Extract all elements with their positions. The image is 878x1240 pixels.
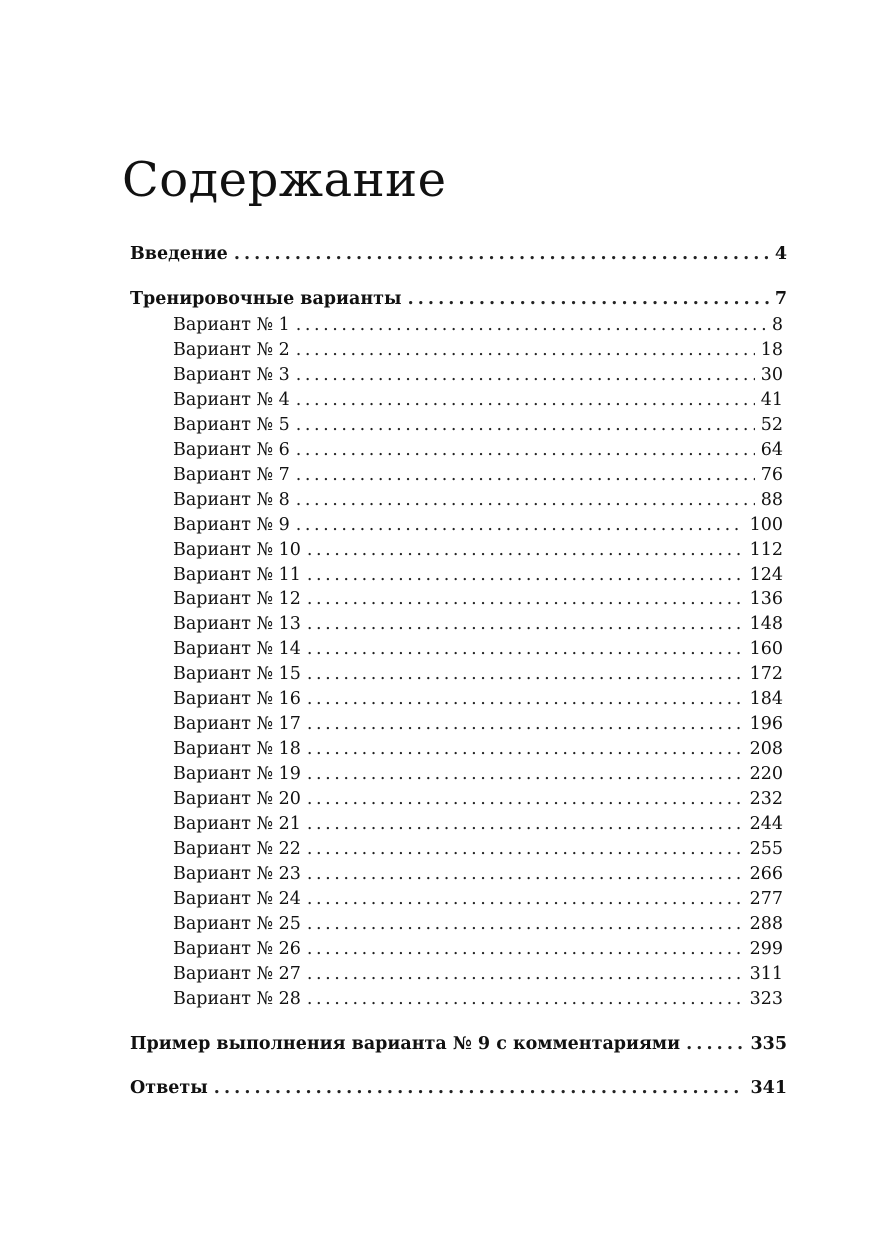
dot-leader (307, 789, 744, 809)
toc-entry-label: Вариант № 20 (173, 789, 301, 810)
toc-page-number: 266 (749, 863, 783, 884)
toc-entry-variant[interactable] (130, 565, 783, 585)
toc-page-number: 160 (749, 639, 783, 660)
toc-entry-label: Вариант № 5 (173, 414, 290, 435)
toc-page-number: 136 (749, 589, 783, 610)
toc-entry-answers[interactable] (130, 1078, 787, 1098)
toc-page-number: 18 (760, 339, 783, 360)
toc-page-number: 311 (749, 963, 783, 984)
toc-entry-label: Вариант № 3 (173, 364, 290, 385)
page-title: Содержание (122, 152, 447, 208)
toc-entry-label: Вариант № 12 (173, 589, 301, 610)
toc-entry-variant[interactable] (130, 465, 783, 485)
toc-page-number: 172 (749, 664, 783, 685)
dot-leader (686, 1034, 744, 1054)
dot-leader (307, 964, 744, 984)
toc-page-number: 232 (749, 789, 783, 810)
dot-leader (307, 764, 744, 784)
toc-entry-variant[interactable] (130, 689, 783, 709)
toc-page-number: 244 (749, 814, 783, 834)
toc-entry-variant[interactable] (130, 839, 783, 859)
dot-leader (307, 565, 744, 585)
toc-entry-variant[interactable] (130, 664, 783, 684)
dot-leader (307, 540, 744, 560)
toc-entry-label: Вариант № 25 (173, 913, 301, 934)
toc-entry-label: Вариант № 13 (173, 614, 301, 635)
toc-entry-variant[interactable] (130, 390, 783, 410)
dot-leader (307, 664, 744, 684)
toc-entry-variant[interactable] (130, 889, 783, 909)
toc-entry-intro[interactable] (130, 244, 787, 264)
toc-entry-label: Вариант № 27 (173, 963, 301, 984)
toc-entry-variant[interactable] (130, 714, 783, 734)
toc-entry-label: Вариант № 8 (173, 489, 290, 510)
toc-entry-variant[interactable] (130, 789, 783, 809)
toc-entry-variant[interactable] (130, 739, 783, 759)
toc-page-number: 76 (760, 464, 783, 485)
toc-page-number: 64 (760, 439, 783, 460)
toc-entry-label: Вариант № 15 (173, 664, 301, 685)
toc-page-number: 220 (749, 764, 783, 785)
toc-page-number: 323 (749, 988, 783, 1009)
toc-entry-variant[interactable] (130, 440, 783, 460)
dot-leader (296, 365, 755, 385)
toc-page-number: 335 (750, 1034, 787, 1054)
toc-entry-label: Вариант № 24 (173, 888, 301, 909)
toc-entry-variant[interactable] (130, 964, 783, 984)
dot-leader (307, 614, 744, 634)
toc-page-number: 41 (760, 389, 783, 410)
toc-entry-variant[interactable] (130, 639, 783, 659)
toc-page-number: 4 (774, 244, 787, 264)
toc-entry-label: Вариант № 17 (173, 714, 301, 735)
toc-page-number: 88 (760, 489, 783, 510)
toc-entry-variant[interactable] (130, 939, 783, 959)
toc-entry-variant[interactable] (130, 814, 783, 834)
toc-page-number: 277 (749, 888, 783, 909)
toc-entry-label: Вариант № 26 (173, 938, 301, 959)
toc-entry-label: Вариант № 10 (173, 539, 301, 560)
dot-leader (296, 315, 766, 335)
dot-leader (307, 839, 744, 859)
dot-leader (307, 589, 744, 609)
dot-leader (296, 415, 755, 435)
toc-page-number: 7 (774, 289, 787, 309)
toc-entry-label: Ответы (130, 1078, 208, 1098)
dot-leader (307, 639, 744, 659)
toc-page-number: 100 (749, 514, 783, 535)
toc-entry-variant[interactable] (130, 415, 783, 435)
dot-leader (296, 515, 744, 535)
toc-entry-variant[interactable] (130, 614, 783, 634)
dot-leader (234, 244, 769, 264)
toc-entry-label: Вариант № 28 (173, 988, 301, 1009)
toc-entry-variant[interactable] (130, 315, 783, 335)
toc-page-number: 341 (750, 1078, 787, 1098)
toc-entry-label: Вариант № 21 (173, 814, 301, 834)
toc-entry-label: Вариант № 11 (173, 564, 301, 585)
toc-entry-label: Тренировочные варианты (130, 289, 402, 309)
toc-entry-training[interactable] (130, 289, 787, 309)
dot-leader (307, 814, 744, 834)
toc-entry-label: Вариант № 23 (173, 863, 301, 884)
dot-leader (296, 440, 755, 460)
toc-entry-label: Введение (130, 244, 228, 264)
dot-leader (307, 939, 744, 959)
toc-entry-variant[interactable] (130, 914, 783, 934)
toc-entry-label: Вариант № 19 (173, 764, 301, 785)
toc-entry-variant[interactable] (130, 365, 783, 385)
toc-entry-variant[interactable] (130, 764, 783, 784)
toc-entry-label: Пример выполнения варианта № 9 с комментариями (130, 1034, 681, 1054)
dot-leader (307, 714, 744, 734)
toc-page-number: 124 (749, 564, 783, 585)
toc-entry-variant[interactable] (130, 864, 783, 884)
toc-entry-label: Вариант № 4 (173, 389, 290, 410)
toc-entry-label: Вариант № 22 (173, 838, 301, 859)
dot-leader (296, 340, 755, 360)
toc-entry-variant[interactable] (130, 989, 783, 1009)
toc-entry-label: Вариант № 18 (173, 739, 301, 760)
toc-entry-variant[interactable] (130, 340, 783, 360)
toc-entry-label: Вариант № 2 (173, 339, 290, 360)
toc-page-number: 148 (749, 614, 783, 635)
toc-page-number: 112 (749, 539, 783, 560)
dot-leader (296, 465, 755, 485)
toc-entry-label: Вариант № 6 (173, 439, 290, 460)
toc-entry-label: Вариант № 1 (173, 315, 290, 335)
toc-entry-variant[interactable] (130, 589, 783, 609)
toc-page-number: 52 (760, 414, 783, 435)
dot-leader (296, 390, 755, 410)
toc-entry-label: Вариант № 7 (173, 464, 290, 485)
toc-page-number: 184 (749, 689, 783, 710)
toc-page-number: 8 (771, 315, 783, 335)
dot-leader (296, 490, 755, 510)
toc-entry-variant[interactable] (130, 540, 783, 560)
toc-entry-label: Вариант № 9 (173, 514, 290, 535)
dot-leader (408, 289, 769, 309)
toc-entry-label: Вариант № 14 (173, 639, 301, 660)
dot-leader (307, 889, 744, 909)
dot-leader (307, 864, 744, 884)
dot-leader (307, 989, 744, 1009)
dot-leader (307, 689, 744, 709)
dot-leader (214, 1078, 745, 1098)
toc-page-number: 208 (749, 739, 783, 760)
toc-page-number: 299 (749, 938, 783, 959)
toc-entry-example[interactable] (130, 1034, 787, 1054)
toc-page-number: 288 (749, 913, 783, 934)
toc-entry-label: Вариант № 16 (173, 689, 301, 710)
dot-leader (307, 739, 744, 759)
toc-page-number: 196 (749, 714, 783, 735)
toc-page-number: 255 (749, 838, 783, 859)
toc-page-number: 30 (760, 364, 783, 385)
dot-leader (307, 914, 744, 934)
toc-entry-variant[interactable] (130, 515, 783, 535)
toc-entry-variant[interactable] (130, 490, 783, 510)
